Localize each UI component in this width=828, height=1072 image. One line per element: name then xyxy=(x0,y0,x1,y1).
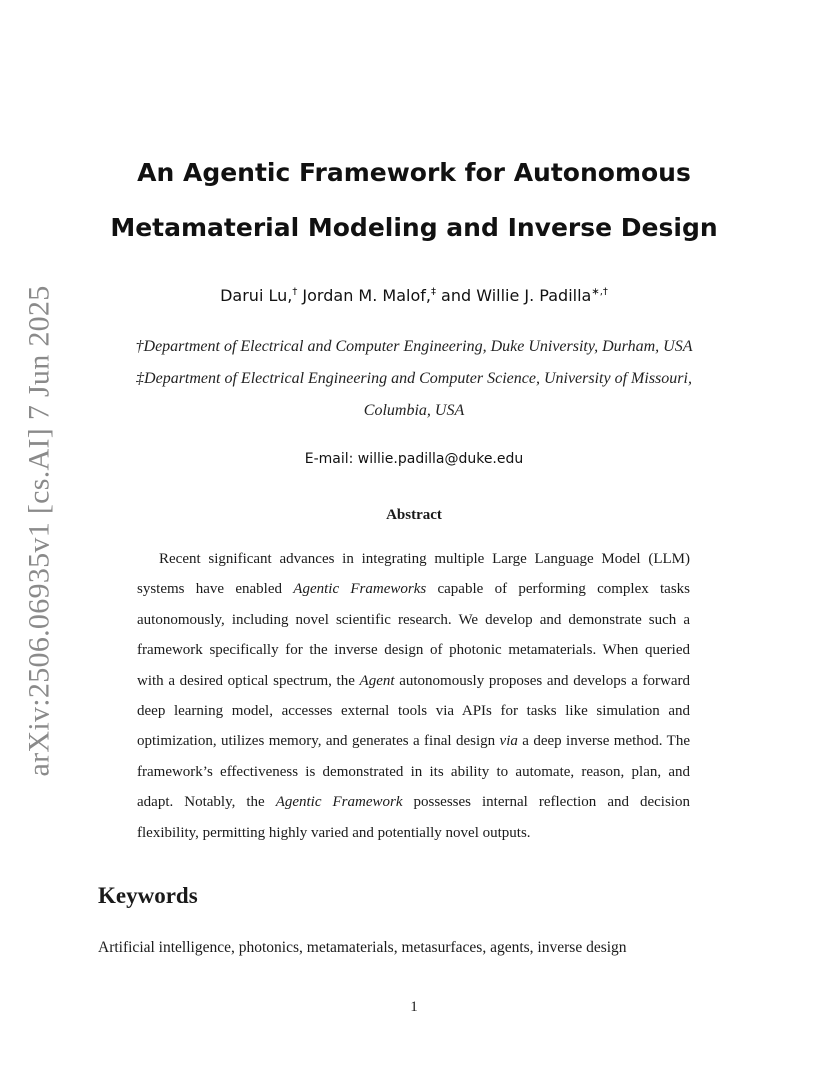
abstract-italic-2: Agent xyxy=(359,672,395,689)
abstract-text-4: a deep inverse method. The framework’s effectiveness is demonstrated in its ability to automate, reason, plan, and adapt. Notably, the xyxy=(137,733,690,811)
abstract-body xyxy=(137,544,690,848)
keywords-list: Artificial intelligence, photonics, metamaterials, metasurfaces, agents, inverse design xyxy=(98,939,627,956)
abstract-text-2: capable of performing complex tasks autonomously, including novel scientific research. We develop and demonstrate such a framework specifically for the inverse design of photonic metamaterials. When queried with a desired optical spectrum, the xyxy=(137,581,691,689)
author-3: and Willie J. Padilla xyxy=(441,286,592,305)
abstract-italic-3: via xyxy=(499,733,518,750)
abstract-italic-1: Agentic Frameworks xyxy=(293,581,427,598)
affiliation-missouri: ‡Department of Electrical Engineering and Computer Science, University of Missouri, xyxy=(136,370,692,387)
affiliation-duke: †Department of Electrical and Computer Engineering, Duke University, Durham, USA xyxy=(135,338,693,355)
abstract-heading: Abstract xyxy=(386,507,442,523)
contact-email: E-mail: willie.padilla@duke.edu xyxy=(304,451,524,467)
abstract-text-1: Recent significant advances in integrating multiple Large Language Model (LLM) systems have enabled xyxy=(137,551,690,598)
paper-title-line-1: An Agentic Framework for Autonomous xyxy=(137,158,691,187)
page-number: 1 xyxy=(410,999,418,1015)
paper-title-line-2: Metamaterial Modeling and Inverse Design xyxy=(110,213,718,242)
abstract-text-5: possesses internal reflection and decision flexibility, permitting highly varied and potentially novel outputs. xyxy=(137,794,690,841)
author-list xyxy=(0,286,828,305)
author-3-mark: ∗,† xyxy=(591,286,608,298)
abstract-italic-4: Agentic Framework xyxy=(275,794,403,811)
author-1: Darui Lu, xyxy=(220,286,293,305)
affiliation-missouri-cont: Columbia, USA xyxy=(363,402,465,419)
author-1-mark: † xyxy=(292,286,298,298)
keywords-heading: Keywords xyxy=(98,883,198,908)
abstract-text-3: autonomously proposes and develops a forward deep learning model, accesses external tools via APIs for tasks like simulation and optimization, utilizes memory, and generates a final design xyxy=(137,672,690,750)
author-2-mark: ‡ xyxy=(430,286,436,298)
author-2: Jordan M. Malof, xyxy=(302,286,431,305)
arxiv-identifier: arXiv:2506.06935v1 [cs.AI] 7 Jun 2025 xyxy=(23,285,57,777)
